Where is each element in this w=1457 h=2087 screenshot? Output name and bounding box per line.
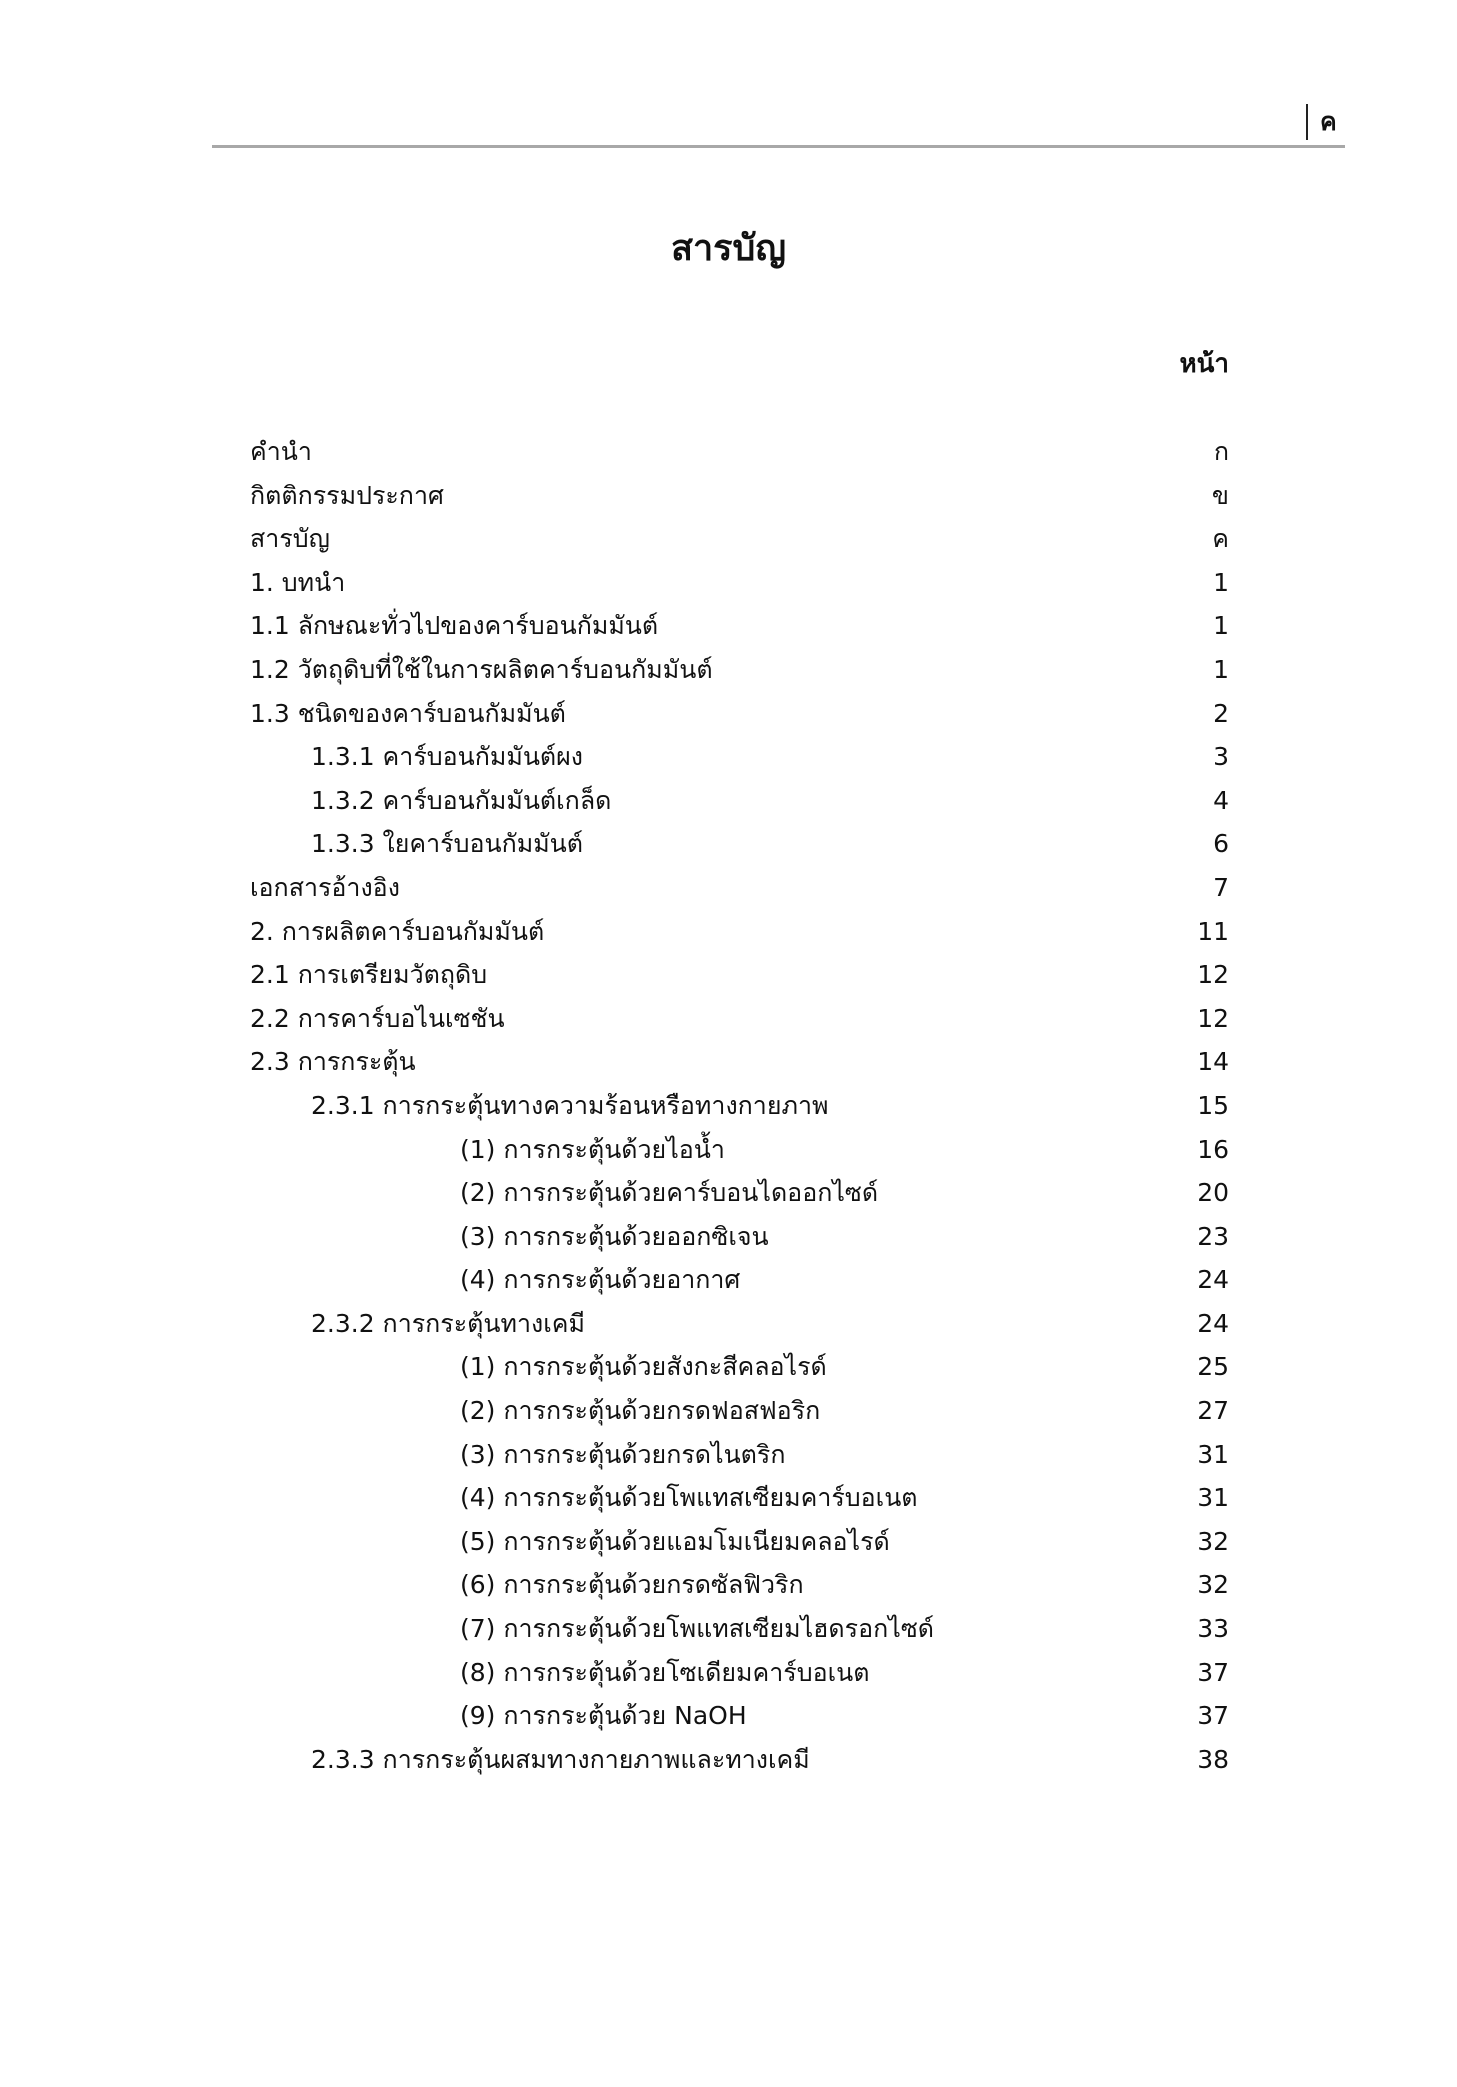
toc-entry-page-number: 33 — [1197, 1614, 1229, 1644]
toc-entry[interactable] — [0, 1258, 1457, 1302]
toc-entry-page-number: 38 — [1197, 1744, 1229, 1774]
toc-entry-title: (8) การกระตุ้นด้วยโซเดียมคาร์บอเนต — [460, 1657, 870, 1687]
header-rule — [212, 145, 1345, 148]
toc-entry-page-number: 32 — [1197, 1570, 1229, 1600]
toc-entry-title: (7) การกระตุ้นด้วยโพแทสเซียมไฮดรอกไซด์ — [460, 1614, 935, 1644]
toc-entry-title: กิตติกรรมประกาศ — [250, 480, 444, 510]
toc-entry[interactable] — [0, 910, 1457, 954]
toc-entry-page-number: 3 — [1213, 742, 1229, 772]
toc-entry[interactable] — [0, 1738, 1457, 1782]
toc-entry[interactable] — [0, 1084, 1457, 1128]
toc-entry-title: (5) การกระตุ้นด้วยแอมโมเนียมคลอไรด์ — [460, 1526, 890, 1556]
toc-entry-page-number: ก — [1213, 437, 1229, 466]
toc-entry-page-number: ค — [1212, 524, 1229, 554]
table-of-contents — [0, 430, 1457, 1781]
toc-entry-page-number: 4 — [1213, 785, 1229, 815]
toc-entry-page-number: 7 — [1213, 872, 1229, 902]
toc-entry[interactable] — [0, 953, 1457, 997]
toc-entry-page-number: 37 — [1197, 1701, 1229, 1731]
toc-entry-page-number: 24 — [1197, 1265, 1229, 1295]
toc-entry-title: (9) การกระตุ้นด้วย NaOH — [460, 1701, 747, 1731]
toc-entry[interactable] — [0, 1302, 1457, 1346]
toc-entry-title: สารบัญ — [250, 524, 330, 554]
toc-entry-page-number: 27 — [1197, 1396, 1229, 1426]
toc-entry-page-number: 12 — [1197, 960, 1229, 990]
toc-entry[interactable] — [0, 1520, 1457, 1564]
toc-entry-title: (1) การกระตุ้นด้วยสังกะสีคลอไรด์ — [460, 1352, 827, 1382]
toc-entry[interactable] — [0, 561, 1457, 605]
toc-entry-page-number: 32 — [1197, 1526, 1229, 1556]
toc-entry[interactable] — [0, 1651, 1457, 1695]
toc-entry[interactable] — [0, 1607, 1457, 1651]
toc-entry[interactable] — [0, 1389, 1457, 1433]
toc-entry-page-number: 23 — [1197, 1221, 1229, 1251]
toc-entry[interactable] — [0, 648, 1457, 692]
toc-entry[interactable] — [0, 1040, 1457, 1084]
toc-entry-page-number: 2 — [1213, 698, 1229, 728]
toc-entry-page-number: 12 — [1197, 1003, 1229, 1033]
toc-entry-page-number: ข — [1211, 480, 1229, 510]
toc-entry-page-number: 1 — [1213, 654, 1229, 684]
toc-entry-title: 2.3.1 การกระตุ้นทางความร้อนหรือทางกายภาพ — [311, 1090, 829, 1120]
toc-entry[interactable] — [0, 1345, 1457, 1389]
toc-entry-page-number: 25 — [1197, 1352, 1229, 1382]
toc-entry[interactable] — [0, 822, 1457, 866]
toc-entry[interactable] — [0, 1171, 1457, 1215]
toc-entry[interactable] — [0, 866, 1457, 910]
toc-entry-title: 2.3.2 การกระตุ้นทางเคมี — [311, 1308, 585, 1338]
toc-entry-page-number: 16 — [1197, 1134, 1229, 1164]
toc-entry[interactable] — [0, 1694, 1457, 1738]
header-page-number: ค — [1306, 104, 1337, 140]
toc-entry[interactable] — [0, 1476, 1457, 1520]
toc-entry[interactable] — [0, 997, 1457, 1041]
toc-entry[interactable] — [0, 1563, 1457, 1607]
toc-entry-title: (3) การกระตุ้นด้วยออกซิเจน — [460, 1221, 769, 1251]
toc-entry-title: 2.3 การกระตุ้น — [250, 1047, 416, 1077]
toc-entry-page-number: 11 — [1197, 916, 1229, 946]
toc-entry-page-number: 6 — [1213, 829, 1229, 859]
toc-entry[interactable] — [0, 474, 1457, 518]
toc-entry[interactable] — [0, 1128, 1457, 1172]
toc-entry[interactable] — [0, 1433, 1457, 1477]
toc-entry-page-number: 31 — [1197, 1439, 1229, 1469]
toc-entry-title: 2.3.3 การกระตุ้นผสมทางกายภาพและทางเคมี — [311, 1744, 810, 1774]
toc-entry-title: 1.3.3 ใยคาร์บอนกัมมันต์ — [311, 829, 583, 859]
toc-entry-page-number: 31 — [1197, 1483, 1229, 1513]
toc-entry[interactable] — [0, 735, 1457, 779]
toc-entry-title: 2.2 การคาร์บอไนเซชัน — [250, 1003, 505, 1033]
toc-entry-page-number: 24 — [1197, 1308, 1229, 1338]
toc-entry-page-number: 1 — [1213, 567, 1229, 597]
toc-entry[interactable] — [0, 604, 1457, 648]
page-title: สารบัญ — [670, 228, 787, 269]
toc-entry-title: (2) การกระตุ้นด้วยกรดฟอสฟอริก — [460, 1396, 821, 1426]
toc-entry-title: (2) การกระตุ้นด้วยคาร์บอนไดออกไซด์ — [460, 1178, 879, 1208]
toc-entry-page-number: 1 — [1213, 611, 1229, 641]
toc-entry-page-number: 20 — [1197, 1178, 1229, 1208]
toc-entry[interactable] — [0, 430, 1457, 474]
toc-entry-page-number: 15 — [1197, 1090, 1229, 1120]
toc-entry[interactable] — [0, 517, 1457, 561]
toc-entry-title: คำนำ — [250, 437, 312, 466]
toc-entry-title: 2.1 การเตรียมวัตถุดิบ — [250, 960, 488, 990]
toc-entry-title: (6) การกระตุ้นด้วยกรดซัลฟิวริก — [460, 1570, 804, 1600]
toc-entry-title: เอกสารอ้างอิง — [250, 872, 400, 902]
toc-entry[interactable] — [0, 692, 1457, 736]
toc-entry-title: 1.3.1 คาร์บอนกัมมันต์ผง — [311, 742, 583, 772]
toc-entry-title: 1.1 ลักษณะทั่วไปของคาร์บอนกัมมันต์ — [250, 611, 659, 641]
toc-entry-title: (4) การกระตุ้นด้วยโพแทสเซียมคาร์บอเนต — [460, 1483, 918, 1513]
toc-entry-page-number: 37 — [1197, 1657, 1229, 1687]
toc-entry[interactable] — [0, 779, 1457, 823]
toc-entry-title: 1.3.2 คาร์บอนกัมมันต์เกล็ด — [311, 785, 612, 815]
toc-entry-title: 1.2 วัตถุดิบที่ใช้ในการผลิตคาร์บอนกัมมันต์ — [250, 654, 713, 684]
toc-entry-page-number: 14 — [1197, 1047, 1229, 1077]
page-column-heading: หน้า — [1179, 349, 1229, 379]
toc-entry-title: (1) การกระตุ้นด้วยไอน้ำ — [460, 1134, 725, 1164]
toc-entry-title: (3) การกระตุ้นด้วยกรดไนตริก — [460, 1439, 786, 1469]
toc-entry-title: 1. บทนำ — [250, 567, 346, 597]
toc-entry-title: (4) การกระตุ้นด้วยอากาศ — [460, 1265, 741, 1295]
toc-entry[interactable] — [0, 1215, 1457, 1259]
toc-entry-title: 1.3 ชนิดของคาร์บอนกัมมันต์ — [250, 698, 566, 728]
toc-entry-title: 2. การผลิตคาร์บอนกัมมันต์ — [250, 916, 545, 946]
